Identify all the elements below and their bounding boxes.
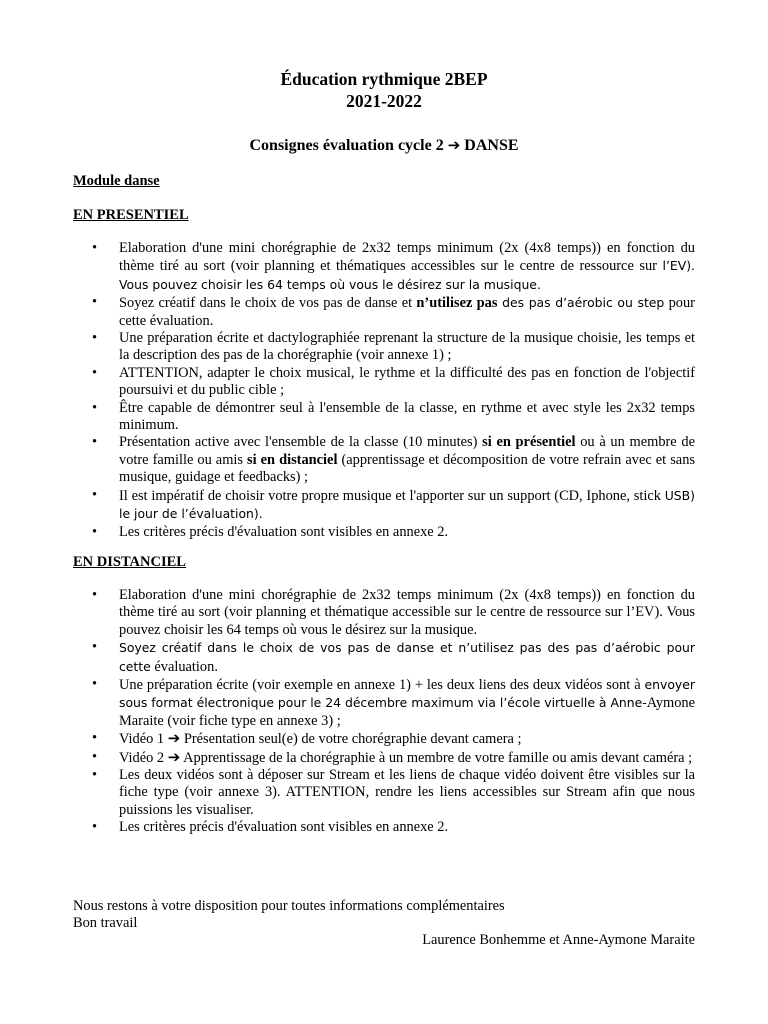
arrow-right-icon: ➔ bbox=[167, 729, 181, 748]
document-title: Éducation rythmique 2BEP bbox=[280, 69, 488, 89]
bullet-icon: • bbox=[92, 364, 98, 381]
item-text: Elaboration d'une mini chorégraphie de 2x32 temps minimum (2x (4x8 temps)) en fonction du thème tiré au sort (voir planning et thématiques accessibles sur le centre de ressource sur bbox=[119, 240, 695, 275]
list-item bbox=[73, 730, 695, 748]
item-text-sans: USB) le jour de l’évaluation). bbox=[119, 487, 695, 522]
item-text: ATTENTION, adapter le choix musical, le rythme et la difficulté des pas en fonction de l'objectif poursuivi et du public cible ; bbox=[119, 364, 695, 399]
list-item bbox=[73, 294, 695, 330]
list-item bbox=[73, 487, 695, 524]
bullet-icon: • bbox=[92, 399, 98, 416]
item-text: Les critères précis d'évaluation sont visibles en annexe 2. bbox=[119, 819, 449, 836]
item-text-bold: si en présentiel bbox=[482, 434, 576, 451]
bullet-icon: • bbox=[92, 294, 98, 311]
distanciel-list bbox=[73, 587, 695, 837]
item-text-bold: si en distanciel bbox=[247, 451, 338, 468]
list-item bbox=[73, 365, 695, 400]
bullet-icon: • bbox=[92, 434, 98, 451]
bullet-icon: • bbox=[92, 523, 98, 540]
item-text: Les critères précis d'évaluation sont visibles en annexe 2. bbox=[119, 523, 449, 540]
item-text: Aymone Maraite (voir fiche type en annexe 3) ; bbox=[119, 695, 695, 729]
heading-en-distanciel: EN DISTANCIEL bbox=[73, 554, 186, 570]
item-text-sans: envoyer sous format électronique pour le 24 décembre maximum via l’école virtuelle à Anne- bbox=[119, 677, 695, 711]
heading-en-presentiel: EN PRESENTIEL bbox=[73, 207, 189, 223]
item-text: (apprentissage et décomposition de votre refrain avec et sans musique, guidage et feedbacks) ; bbox=[119, 451, 695, 486]
list-item bbox=[73, 767, 695, 819]
item-text: Apprentissage de la chorégraphie à un membre de votre famille ou amis devant caméra ; bbox=[180, 749, 693, 766]
item-text-sans: l’EV). Vous pouvez choisir les 64 temps où vous le désirez sur la musique. bbox=[119, 258, 695, 292]
presentiel-list bbox=[73, 240, 695, 541]
item-text: Les deux vidéos sont à déposer sur Stream et les liens de chaque vidéo doivent être visibles sur la fiche type (voir annexe 3). ATTENTION, rendre les liens accessibles sur Stream afin que nous puissions les visualiser. bbox=[119, 767, 695, 818]
heading-module-danse: Module danse bbox=[73, 173, 160, 189]
bullet-icon: • bbox=[92, 240, 98, 256]
list-item bbox=[73, 749, 695, 767]
item-text: l’EV). Vous pouvez choisir les 64 temps où vous le désirez sur la musique. bbox=[119, 604, 695, 638]
item-text: ou à un membre de votre famille ou amis bbox=[119, 434, 695, 468]
arrow-right-icon: ➔ bbox=[447, 136, 461, 154]
bullet-icon: • bbox=[92, 676, 98, 693]
item-text-bold: n’utilisez pas bbox=[416, 295, 498, 312]
list-item bbox=[73, 587, 695, 639]
signature: Laurence Bonhemme et Anne-Aymone Maraite bbox=[422, 932, 695, 948]
item-text: évaluation. bbox=[150, 658, 218, 675]
list-item bbox=[73, 524, 695, 541]
item-text: pour cette évaluation. bbox=[119, 295, 695, 329]
item-text: Soyez créatif dans le choix de vos pas de danse et bbox=[119, 295, 417, 312]
bullet-icon: • bbox=[92, 767, 98, 784]
item-text: Vidéo 2 bbox=[119, 749, 168, 766]
list-item bbox=[73, 240, 695, 294]
closing-greeting: Bon travail bbox=[73, 915, 138, 931]
bullet-icon: • bbox=[92, 819, 98, 836]
item-text-sans: des pas d’aérobic ou step bbox=[497, 295, 665, 311]
list-item bbox=[73, 400, 695, 435]
list-item bbox=[73, 434, 695, 486]
subtitle-end: DANSE bbox=[464, 137, 519, 154]
arrow-right-icon: ➔ bbox=[167, 747, 181, 766]
item-text: Présentation seul(e) de votre chorégraphie devant camera ; bbox=[180, 731, 522, 748]
bullet-icon: • bbox=[92, 486, 98, 503]
subtitle-text: Consignes évaluation cycle 2 bbox=[249, 137, 444, 154]
bullet-icon: • bbox=[92, 330, 98, 347]
item-text-sans: Soyez créatif dans le choix de vos pas de danse et n’utilisez pas des pas d’aérobic pour cette bbox=[119, 640, 695, 674]
bullet-icon: • bbox=[92, 730, 98, 747]
item-text: Elaboration d'une mini chorégraphie de 2x32 temps minimum (2x (4x8 temps)) en fonction du thème tiré au sort (voir planning et thématique accessible sur le centre de ressource sur bbox=[119, 587, 695, 621]
document-year: 2021-2022 bbox=[346, 91, 422, 111]
bullet-icon: • bbox=[92, 639, 98, 656]
list-item bbox=[73, 676, 695, 730]
list-item bbox=[73, 819, 695, 836]
list-item bbox=[73, 639, 695, 676]
bullet-icon: • bbox=[92, 748, 98, 765]
closing-line: Nous restons à votre disposition pour toutes informations complémentaires bbox=[73, 898, 505, 914]
item-text: Être capable de démontrer seul à l'ensemble de la classe, en rythme et avec style les 2x32 temps minimum. bbox=[119, 399, 695, 434]
item-text: Une préparation écrite et dactylographiée reprenant la structure de la musique choisie, les temps et la description des pas de la chorégraphie (voir annexe 1) ; bbox=[119, 330, 695, 364]
document-subtitle bbox=[0, 134, 768, 157]
list-item bbox=[73, 330, 695, 365]
item-text: Présentation active avec l'ensemble de la classe (10 minutes) bbox=[119, 434, 483, 451]
item-text: Il est impératif de choisir votre propre musique et l'apporter sur un support (CD, Iphone, stick bbox=[119, 487, 665, 504]
bullet-icon: • bbox=[92, 587, 98, 603]
item-text: Une préparation écrite (voir exemple en annexe 1) + les deux liens des deux vidéos sont à bbox=[119, 677, 645, 694]
item-text: Vidéo 1 bbox=[119, 731, 168, 748]
